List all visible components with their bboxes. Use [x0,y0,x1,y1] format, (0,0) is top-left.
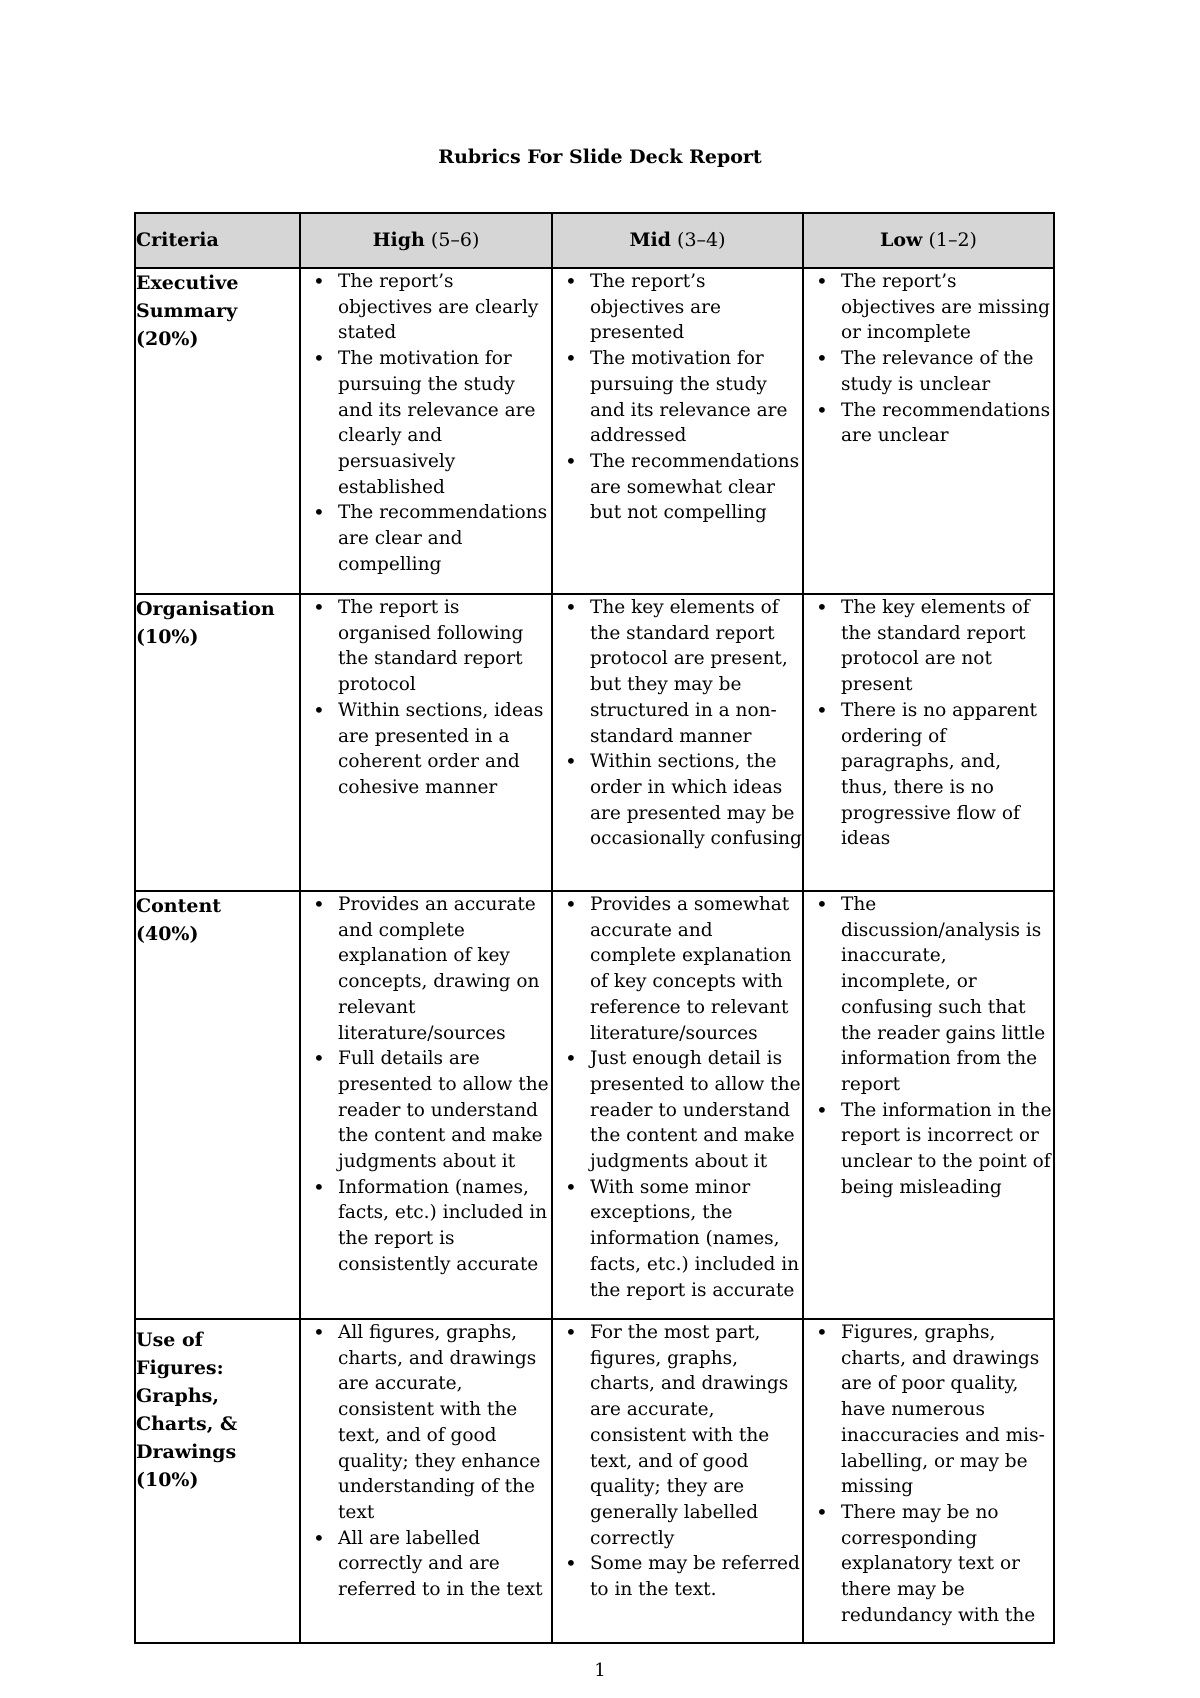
criterion-cell [135,891,300,1319]
criterion-line: Drawings [136,1441,237,1463]
list-item: • For the most part, figures, graphs, charts, and drawings are accurate, consistent with the text, and of good quality; they are generally labelled correctly [553,1320,802,1551]
list-item: • Full details are presented to allow the reader to understand the content and make judgments about it [301,1046,551,1175]
table-row [135,891,1054,1319]
high-cell [300,268,552,594]
level-name: High [372,228,425,251]
criterion-line: Organisation [136,598,275,620]
list-item: • The report is organised following the standard report protocol [301,595,551,698]
list-item: • With some minor exceptions, the information (names, facts, etc.) included in the report is accurate [553,1175,802,1304]
criterion-line: Use of [136,1329,203,1351]
table-row [135,1319,1054,1643]
list-item: • Provides a somewhat accurate and complete explanation of key concepts with reference to relevant literature/sources [553,892,802,1046]
list-item: • The motivation for pursuing the study and its relevance are addressed [553,346,802,449]
list-item: • The motivation for pursuing the study and its relevance are clearly and persuasively established [301,346,551,500]
list-item: • The key elements of the standard report protocol are not present [804,595,1053,698]
list-item: • The recommendations are unclear [804,398,1053,449]
level-name: Mid [629,228,671,251]
mid-cell [552,891,803,1319]
low-cell [803,268,1054,594]
list-item: • Within sections, the order in which ideas are presented may be occasionally confusing [553,749,802,852]
header-criteria-label: Criteria [136,228,219,251]
list-item: • All figures, graphs, charts, and drawings are accurate, consistent with the text, and of good quality; they enhance understanding of the text [301,1320,551,1526]
list-item: • Provides an accurate and complete explanation of key concepts, drawing on relevant literature/sources [301,892,551,1046]
high-cell [300,594,552,891]
list-item: • All are labelled correctly and are referred to in the text [301,1526,551,1603]
rubric-table [134,212,1055,1644]
list-item: • Figures, graphs, charts, and drawings are of poor quality, have numerous inaccuracies and mis-labelling, or may be missing [804,1320,1053,1500]
high-cell [300,891,552,1319]
level-range: (3–4) [677,228,726,251]
level-range: (5–6) [430,228,480,251]
list-item: • The discussion/analysis is inaccurate, incomplete, or confusing such that the reader gains little information from the report [804,892,1053,1098]
criterion-cell [135,594,300,891]
list-item: • The report’s objectives are missing or incomplete [804,269,1053,346]
criterion-line: Graphs, [136,1385,219,1407]
criterion-cell [135,268,300,594]
criterion-line: Figures: [136,1357,224,1379]
low-cell [803,891,1054,1319]
table-header-row [135,213,1054,268]
list-item: • Within sections, ideas are presented in a coherent order and cohesive manner [301,698,551,801]
header-high [300,213,552,268]
criterion-line: Content [136,895,222,917]
header-criteria [135,213,300,268]
level-name: Low [880,228,923,251]
criterion-line: (10%) [136,1469,199,1491]
low-cell [803,594,1054,891]
list-item: • Some may be referred to in the text. [553,1551,802,1602]
list-item: • The information in the report is incorrect or unclear to the point of being misleading [804,1098,1053,1201]
table-row [135,268,1054,594]
table-row [135,594,1054,891]
list-item: • The recommendations are clear and compelling [301,500,551,577]
mid-cell [552,268,803,594]
list-item: • Just enough detail is presented to allow the reader to understand the content and make judgments about it [553,1046,802,1175]
mid-cell [552,1319,803,1643]
list-item: • The report’s objectives are presented [553,269,802,346]
criterion-cell [135,1319,300,1643]
list-item: • Information (names, facts, etc.) included in the report is consistently accurate [301,1175,551,1278]
high-cell [300,1319,552,1643]
low-cell [803,1319,1054,1643]
list-item: • The key elements of the standard report protocol are present, but they may be structured in a non-standard manner [553,595,802,749]
mid-cell [552,594,803,891]
level-range: (1–2) [928,228,977,251]
list-item: • There is no apparent ordering of paragraphs, and, thus, there is no progressive flow of ideas [804,698,1053,852]
list-item: • There may be no corresponding explanatory text or there may be redundancy with the [804,1500,1053,1629]
criterion-line: Charts, & [136,1413,238,1435]
list-item: • The report’s objectives are clearly stated [301,269,551,346]
criterion-line: (10%) [136,626,199,648]
list-item: • The relevance of the study is unclear [804,346,1053,397]
header-mid [552,213,803,268]
criterion-line: Executive [136,272,239,294]
page-number: 1 [594,1660,606,1681]
header-low [803,213,1054,268]
criterion-line: (20%) [136,328,199,350]
page-title: Rubrics For Slide Deck Report [438,146,762,168]
criterion-line: Summary [136,300,238,322]
list-item: • The recommendations are somewhat clear but not compelling [553,449,802,526]
criterion-line: (40%) [136,923,199,945]
